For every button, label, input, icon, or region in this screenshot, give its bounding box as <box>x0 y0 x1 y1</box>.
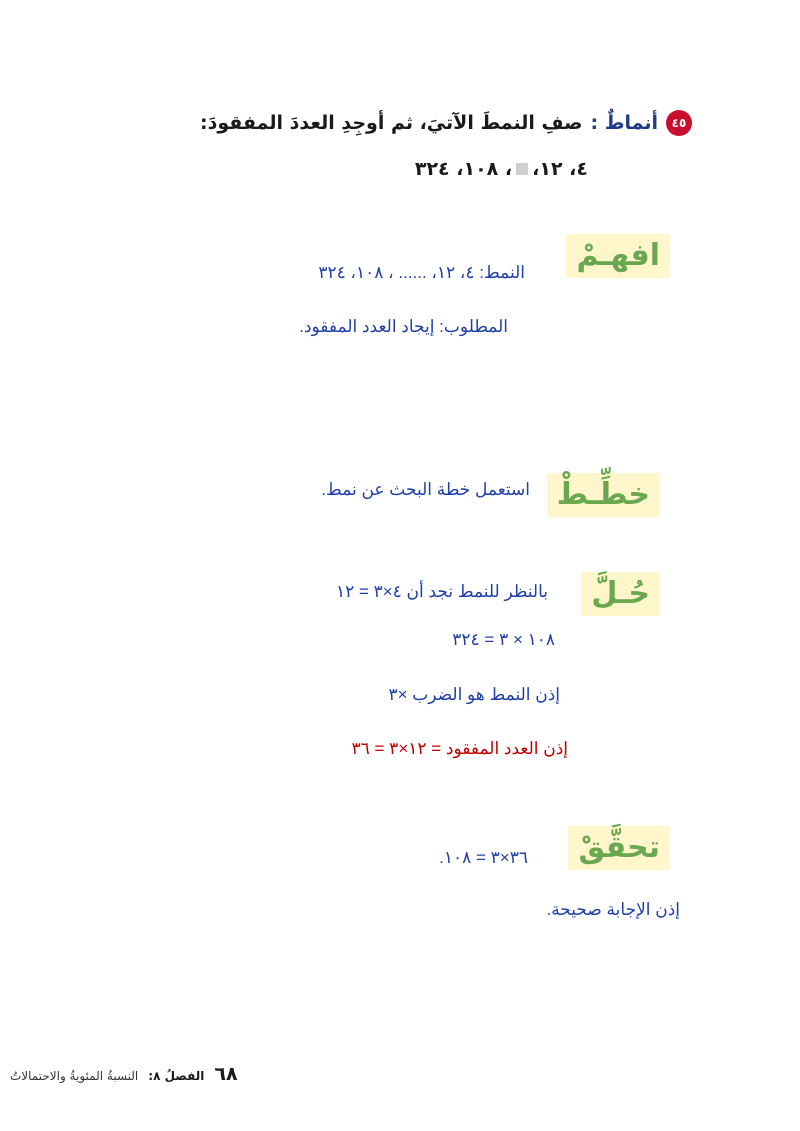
check-label-text: تحقَّقْ <box>578 830 660 865</box>
step-label-understand <box>566 234 670 278</box>
step-label-check <box>568 826 670 870</box>
sequence-start: ٤، ١٢، <box>532 158 588 180</box>
plan-line-1: استعمل خطة البحث عن نمط. <box>321 480 530 499</box>
step-label-plan <box>547 473 660 517</box>
check-line-2: إذن الإجابة صحيحة. <box>546 900 680 919</box>
solve-line-1: بالنظر للنمط نجد أن ٤×٣ = ١٢ <box>335 582 548 601</box>
problem-number-badge: ٤٥ <box>666 110 692 136</box>
problem-header <box>200 110 692 136</box>
problem-title: أنماطٌ : <box>590 112 658 134</box>
page-footer <box>10 1063 238 1085</box>
problem-statement: صفِ النمطَ الآتيَ، ثم أوجِدِ العددَ المفقودَ: <box>200 112 583 134</box>
solve-line-3: إذن النمط هو الضرب ×٣ <box>388 685 560 704</box>
plan-label-text: خطِّـطْ <box>556 477 650 512</box>
step-label-solve <box>581 572 660 616</box>
problem-sequence <box>415 158 588 180</box>
understand-line-1: النمط: ٤، ١٢، ...... ، ١٠٨، ٣٢٤ <box>318 263 525 282</box>
missing-number-box <box>516 163 528 175</box>
check-line-1: ٣٦×٣ = ١٠٨. <box>439 848 528 867</box>
footer-chapter-title: النسبةُ المئويةُ والاحتمالاتُ <box>10 1069 139 1083</box>
page-number: ٦٨ <box>214 1063 238 1085</box>
solve-line-2: ١٠٨ × ٣ = ٣٢٤ <box>452 630 555 649</box>
solve-answer-line: إذن العدد المفقود = ١٢×٣ = ٣٦ <box>351 739 568 758</box>
sequence-end: ، ١٠٨، ٣٢٤ <box>414 158 513 180</box>
solve-label-text: حُـلَّ <box>591 576 650 611</box>
understand-label-text: افهـمْ <box>576 238 660 273</box>
understand-line-2: المطلوب: إيجاد العدد المفقود. <box>299 317 508 336</box>
footer-chapter-label: الفصلُ ٨: <box>148 1069 205 1083</box>
